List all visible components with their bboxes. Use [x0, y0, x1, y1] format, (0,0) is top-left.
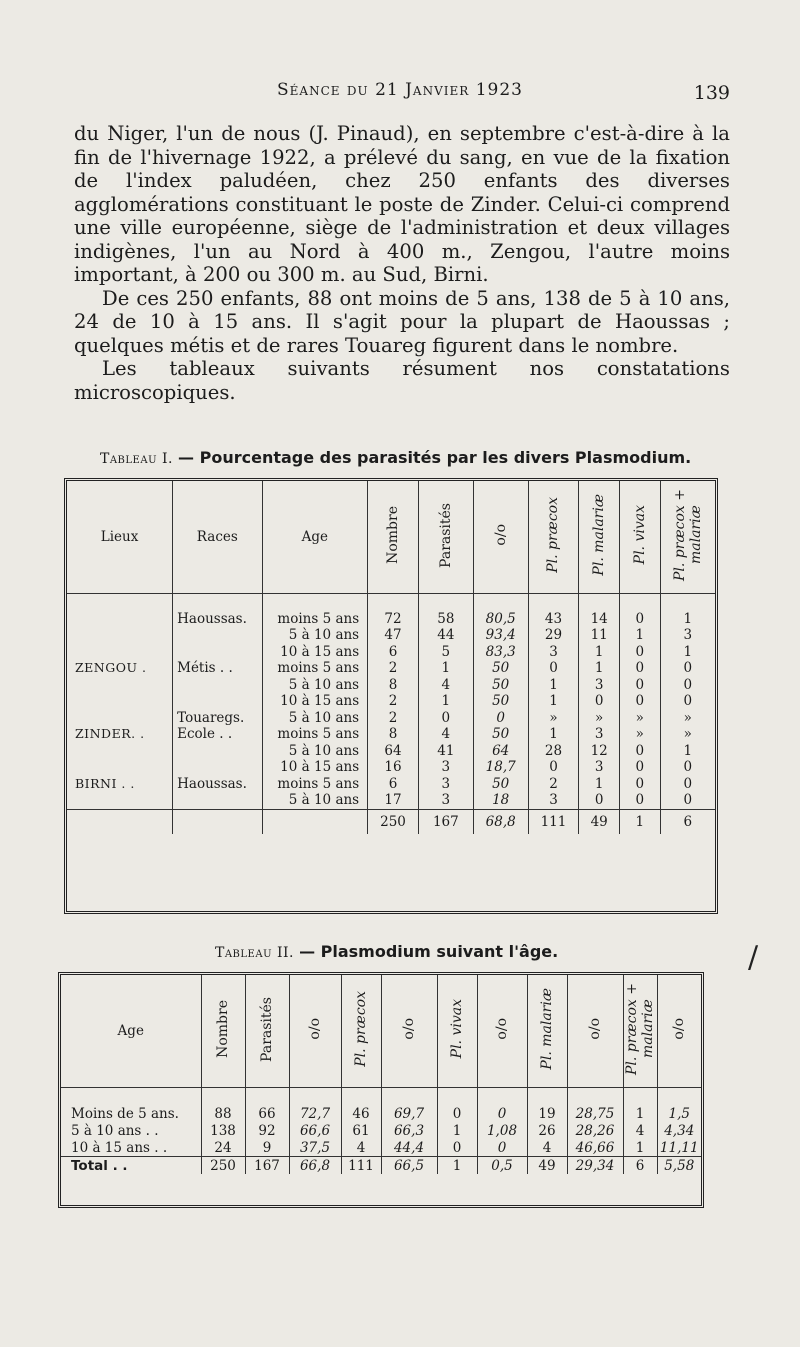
table-cell: [67, 792, 173, 809]
table-cell: 1,5: [657, 1105, 701, 1122]
table-cell: 0: [418, 710, 473, 727]
table-cell: 72,7: [289, 1105, 341, 1122]
table-cell: 1: [528, 693, 579, 710]
t2-head-percent-4: o/o: [587, 1018, 603, 1040]
table-cell: 66,3: [381, 1122, 437, 1139]
table-cell: 11,11: [657, 1139, 701, 1157]
total-cell: 0,5: [477, 1157, 527, 1175]
table-cell: 19: [527, 1105, 567, 1122]
table-cell: 64: [368, 743, 419, 760]
table-cell: 6: [368, 644, 419, 661]
page-number: 139: [693, 82, 730, 104]
table-cell: »: [620, 710, 661, 727]
table-cell: [67, 693, 173, 710]
table-cell: [173, 792, 262, 809]
table-cell: 1: [579, 776, 620, 793]
total-cell: 1: [620, 809, 661, 834]
table2: [58, 972, 704, 1208]
table-cell: 0: [477, 1139, 527, 1157]
table-cell: 1: [623, 1139, 657, 1157]
table-cell: 4: [623, 1122, 657, 1139]
table-cell: 3: [660, 627, 715, 644]
table-cell: 3: [528, 792, 579, 809]
table-cell: 2: [528, 776, 579, 793]
table-cell: 1: [620, 627, 661, 644]
total-cell: 6: [660, 809, 715, 834]
total-cell: 29,34: [567, 1157, 623, 1175]
table2-header-row: [61, 975, 701, 1088]
table-cell: »: [620, 726, 661, 743]
table-row: [61, 1105, 701, 1122]
table1: [64, 478, 718, 914]
table-cell: 0: [579, 693, 620, 710]
table-row: [67, 677, 715, 694]
table-cell: 0: [437, 1139, 477, 1157]
table-cell: moins 5 ans: [262, 611, 368, 628]
table-cell: 10 à 15 ans . .: [71, 1139, 168, 1156]
table-cell: 28,75: [567, 1105, 623, 1122]
table-cell: 3: [579, 759, 620, 776]
table-cell: 50: [473, 677, 528, 694]
table-cell: 0: [477, 1105, 527, 1122]
table-cell: 0: [660, 660, 715, 677]
table-cell: 16: [368, 759, 419, 776]
table-cell: 28,26: [567, 1122, 623, 1139]
table-cell: 5 à 10 ans: [262, 792, 368, 809]
table-cell: 1: [528, 677, 579, 694]
table-cell: [67, 627, 173, 644]
t2-head-vivax: Pl. vivax: [449, 999, 465, 1059]
table-cell: 0: [660, 776, 715, 793]
table-cell: 50: [473, 693, 528, 710]
total-cell: 49: [527, 1157, 567, 1175]
table-cell: 1: [660, 644, 715, 661]
table-cell: 0: [620, 644, 661, 661]
table1-caption: [100, 448, 691, 467]
table-cell: 83,3: [473, 644, 528, 661]
table-cell: [67, 611, 173, 628]
total-cell: 1: [437, 1157, 477, 1175]
totals-row: [61, 1157, 701, 1175]
table-cell: 5 à 10 ans . .: [71, 1122, 159, 1139]
total-cell: 5,58: [657, 1157, 701, 1175]
t2-head-percent-2: o/o: [401, 1018, 417, 1040]
table-cell: 4: [418, 726, 473, 743]
t1-head-percent: o/o: [492, 524, 509, 546]
total-cell: 167: [418, 809, 473, 834]
table-row: [67, 743, 715, 760]
table-cell: ZENGOU .: [75, 660, 147, 676]
t1-head-praecox-malariae: Pl. præcox + malariæ: [671, 489, 704, 581]
table-cell: 80,5: [473, 611, 528, 628]
page-header: [70, 80, 730, 110]
table-cell: moins 5 ans: [262, 776, 368, 793]
table-cell: 0: [579, 792, 620, 809]
table-cell: 14: [579, 611, 620, 628]
table-cell: 1: [579, 644, 620, 661]
table-row: [67, 660, 715, 677]
table-cell: 1: [528, 726, 579, 743]
table-cell: 6: [368, 776, 419, 793]
table-cell: 9: [245, 1139, 289, 1157]
table-cell: 1: [579, 660, 620, 677]
t1-head-praecox: Pl. præcox: [545, 497, 562, 573]
table-row: [67, 644, 715, 661]
table-cell: 47: [368, 627, 419, 644]
table-cell: 1: [660, 611, 715, 628]
table-cell: 8: [368, 726, 419, 743]
table-cell: Ecole . .: [173, 726, 262, 743]
table-cell: 0: [660, 792, 715, 809]
table1-header-row: [67, 481, 715, 594]
table-cell: 5 à 10 ans: [262, 677, 368, 694]
table-cell: 10 à 15 ans: [262, 693, 368, 710]
total-cell: 49: [579, 809, 620, 834]
table-cell: 50: [473, 776, 528, 793]
t2-head-nombre: Nombre: [215, 1000, 231, 1058]
table-cell: 0: [660, 693, 715, 710]
table-cell: 1: [660, 743, 715, 760]
t2-head-praecox: Pl. præcox: [353, 991, 369, 1067]
table-cell: [67, 759, 173, 776]
total-cell: 111: [341, 1157, 381, 1175]
margin-mark: /: [748, 940, 759, 975]
table-cell: 66,6: [289, 1122, 341, 1139]
total-cell: 6: [623, 1157, 657, 1175]
table-cell: 1: [418, 660, 473, 677]
table-cell: 12: [579, 743, 620, 760]
t2-head-age: Age: [117, 1023, 144, 1039]
table1-label: Tableau I.: [100, 451, 173, 467]
table1-title: — Pourcentage des parasités par les divers Plasmodium.: [178, 448, 692, 467]
table-cell: Moins de 5 ans.: [71, 1105, 179, 1122]
table-cell: ZINDER. .: [75, 726, 145, 742]
table-cell: 10 à 15 ans: [262, 644, 368, 661]
table-cell: [67, 644, 173, 661]
table-cell: 0: [620, 743, 661, 760]
total-cell: Total . .: [61, 1157, 201, 1175]
t1-head-lieux: Lieux: [100, 529, 139, 545]
table-cell: »: [528, 710, 579, 727]
table-cell: 44: [418, 627, 473, 644]
total-cell: [262, 809, 368, 834]
table-cell: »: [660, 726, 715, 743]
table-cell: 11: [579, 627, 620, 644]
table-row: [67, 792, 715, 809]
table-row: [67, 759, 715, 776]
table-cell: 3: [579, 726, 620, 743]
table-cell: 3: [418, 759, 473, 776]
table-cell: 3: [418, 792, 473, 809]
t1-head-malariae: Pl. malariæ: [591, 494, 608, 576]
total-cell: 167: [245, 1157, 289, 1175]
table-cell: Haoussas.: [173, 776, 262, 793]
header-rule: [67, 594, 715, 611]
paragraph-1: du Niger, l'un de nous (J. Pinaud), en septembre c'est-à-dire à la fin de l'hivernage 1922, a prélevé du sang, en vue de la fixation de l'index paludéen, chez 250 enfants des diverses agglomérations constituant le poste de Zinder. Celui-ci comprend une ville européenne, siège de l'administration et deux villages indigènes, l'un au Nord à 400 m., Zengou, l'autre moins important, à 200 ou 300 m. au Sud, Birni.: [74, 122, 730, 286]
table-cell: moins 5 ans: [262, 660, 368, 677]
table-cell: 5 à 10 ans: [262, 710, 368, 727]
table-cell: 4: [418, 677, 473, 694]
table-cell: [67, 677, 173, 694]
total-cell: 111: [528, 809, 579, 834]
total-cell: 66,8: [289, 1157, 341, 1175]
table-cell: 46: [341, 1105, 381, 1122]
table-cell: moins 5 ans: [262, 726, 368, 743]
table-row: [61, 1139, 701, 1157]
table-cell: 3: [528, 644, 579, 661]
t2-head-praecox-malariae: Pl. præcox + malariæ: [624, 983, 656, 1075]
table-cell: 43: [528, 611, 579, 628]
table-cell: 0: [620, 693, 661, 710]
table-row: [61, 1122, 701, 1139]
paragraph-2: De ces 250 enfants, 88 ont moins de 5 ans, 138 de 5 à 10 ans, 24 de 10 à 15 ans. Il s'agit pour la plupart de Haoussas ; quelques métis et de rares Touareg figurent dans le nombre.: [74, 286, 730, 357]
table-cell: 26: [527, 1122, 567, 1139]
table-row: [67, 726, 715, 743]
table-cell: 17: [368, 792, 419, 809]
table-cell: 5: [418, 644, 473, 661]
table-cell: 0: [620, 759, 661, 776]
paragraph-3: Les tableaux suivants résument nos constatations microscopiques.: [74, 357, 730, 404]
table-cell: 0: [528, 759, 579, 776]
table-cell: 50: [473, 660, 528, 677]
table-cell: 0: [620, 792, 661, 809]
table-cell: 3: [579, 677, 620, 694]
table-cell: [173, 693, 262, 710]
header-rule: [61, 1088, 701, 1106]
table-cell: [67, 710, 173, 727]
table-cell: 18,7: [473, 759, 528, 776]
table-cell: 0: [620, 660, 661, 677]
table-cell: 28: [528, 743, 579, 760]
table-cell: 1: [418, 693, 473, 710]
table-cell: 0: [660, 759, 715, 776]
table-cell: Touaregs.: [173, 710, 262, 727]
table-cell: Métis . .: [173, 660, 262, 677]
table-cell: 0: [620, 611, 661, 628]
table-cell: 0: [437, 1105, 477, 1122]
table-cell: 2: [368, 660, 419, 677]
t2-head-percent-1: o/o: [307, 1018, 323, 1040]
table-cell: 138: [201, 1122, 245, 1139]
table-cell: [173, 677, 262, 694]
table-cell: BIRNI . .: [75, 775, 135, 791]
table-row: [67, 710, 715, 727]
table-cell: [173, 743, 262, 760]
total-cell: 250: [368, 809, 419, 834]
table-cell: 69,7: [381, 1105, 437, 1122]
table-cell: 0: [620, 776, 661, 793]
total-cell: 66,5: [381, 1157, 437, 1175]
table-cell: 0: [473, 710, 528, 727]
table-row: [67, 627, 715, 644]
table-cell: 8: [368, 677, 419, 694]
t2-head-percent-5: o/o: [671, 1018, 688, 1040]
table-cell: 24: [201, 1139, 245, 1157]
t2-head-percent-3: o/o: [494, 1018, 510, 1040]
table-cell: 41: [418, 743, 473, 760]
table-cell: 2: [368, 710, 419, 727]
table-cell: 0: [660, 677, 715, 694]
total-cell: 68,8: [473, 809, 528, 834]
table-cell: 5 à 10 ans: [262, 627, 368, 644]
table2-caption: [215, 942, 558, 961]
table-cell: 0: [620, 677, 661, 694]
table2-label: Tableau II.: [215, 945, 294, 961]
table-cell: 4: [341, 1139, 381, 1157]
table-cell: 29: [528, 627, 579, 644]
table-cell: »: [579, 710, 620, 727]
running-title: Séance du 21 Janvier 1923: [277, 80, 523, 100]
table-cell: 1: [437, 1122, 477, 1139]
total-cell: [67, 809, 173, 834]
table-row: [67, 693, 715, 710]
t1-head-parasites: Parasités: [437, 502, 454, 568]
t2-head-malariae: Pl. malariæ: [539, 988, 555, 1070]
table-cell: [173, 627, 262, 644]
table-cell: 64: [473, 743, 528, 760]
table-cell: [173, 759, 262, 776]
body-text: [74, 122, 730, 404]
table-cell: 1,08: [477, 1122, 527, 1139]
totals-row: [67, 809, 715, 834]
table-cell: 1: [623, 1105, 657, 1122]
table-cell: 66: [245, 1105, 289, 1122]
t1-head-races: Races: [173, 481, 262, 594]
t1-head-nombre: Nombre: [385, 506, 402, 564]
table-cell: 37,5: [289, 1139, 341, 1157]
table-cell: [67, 743, 173, 760]
total-cell: 250: [201, 1157, 245, 1175]
table-cell: 93,4: [473, 627, 528, 644]
table-cell: 44,4: [381, 1139, 437, 1157]
t1-head-age: Age: [262, 481, 368, 594]
table-cell: [173, 644, 262, 661]
table-cell: 92: [245, 1122, 289, 1139]
table-cell: 46,66: [567, 1139, 623, 1157]
table-cell: 4: [527, 1139, 567, 1157]
table2-title: — Plasmodium suivant l'âge.: [299, 942, 559, 961]
table-cell: 61: [341, 1122, 381, 1139]
table-cell: 72: [368, 611, 419, 628]
t2-head-parasites: Parasités: [259, 996, 275, 1062]
table-cell: 2: [368, 693, 419, 710]
table-cell: 18: [473, 792, 528, 809]
table-cell: 3: [418, 776, 473, 793]
total-cell: [173, 809, 262, 834]
table-cell: 10 à 15 ans: [262, 759, 368, 776]
table-row: [67, 611, 715, 628]
table-cell: 88: [201, 1105, 245, 1122]
table-cell: 0: [528, 660, 579, 677]
table-cell: 50: [473, 726, 528, 743]
table-row: [67, 776, 715, 793]
t1-head-vivax: Pl. vivax: [631, 505, 648, 565]
table-cell: 5 à 10 ans: [262, 743, 368, 760]
table-cell: 58: [418, 611, 473, 628]
table-cell: Haoussas.: [173, 611, 262, 628]
table-cell: 4,34: [657, 1122, 701, 1139]
table-cell: »: [660, 710, 715, 727]
